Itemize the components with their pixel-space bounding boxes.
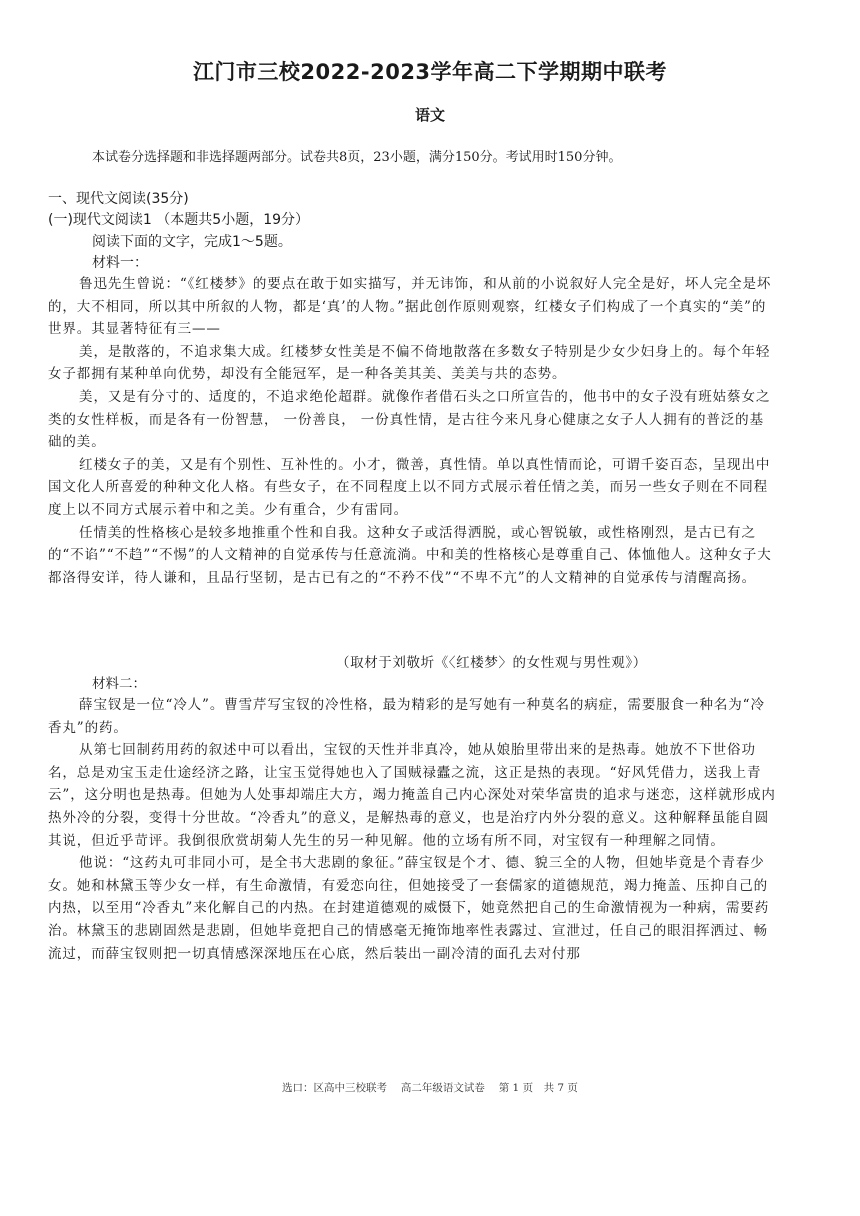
exam-title: 江门市三校2022-2023学年高二下学期期中联考 [192, 60, 668, 84]
paragraph: 红楼女子的美，又是有个别性、互补性的。小才，微善，真性情。单以真性情而论，可谓千姿百态，呈现出中国文化人所喜爱的种种文化人格。有些女子，在不同程度上以不同方式展示着任情之美，而另一些女子则在不同程度上以不同方式展示着中和之美。少有重合，少有雷同。 [48, 456, 771, 518]
section-heading: 一、现代文阅读(35分) [48, 191, 189, 207]
material-one-source: （取材于刘敬圻《〈红楼梦〉的女性观与男性观》） [336, 655, 647, 671]
paragraph: 美，又是有分寸的、适度的，不追求绝伦超群。就像作者借石头之口所宣告的，他书中的女子没有班姑蔡女之类的女性样板，而是各有一份智慧， 一份善良， 一份真性情，是古往今来凡身心健康之女子人人拥有的普泛的基础的美。 [48, 388, 771, 451]
material-two-label: 材料二： [92, 676, 146, 692]
material-two-text [48, 694, 778, 965]
subject-heading: 语文 [414, 106, 445, 124]
paragraph: 他说：“这药丸可非同小可，是全书大悲剧的象征。”薛宝钗是个才、德、貌三全的人物，但她毕竟是个青春少女。她和林黛玉等少女一样，有生命激情，有爱恋向往，但她接受了一套儒家的道德规范，竭力掩盖、压抑自己的内热，以至用“冷香丸”来化解自己的内热。在封建道德观的威慑下，她竟然把自己的生命激情视为一种病，需要药治。林黛玉的悲剧固然是悲剧，但她毕竟把自己的情感毫无掩饰地率性表露过、宣泄过，任自己的眼泪挥洒过、畅流过，而薛宝钗则把一切真情感深深地压在心底，然后装出一副冷清的面孔去对付那 [48, 855, 770, 962]
material-one-text [48, 273, 778, 589]
exam-instructions: 本试卷分选择题和非选择题两部分。试卷共8页，23小题，满分150分。考试用时150分钟。 [92, 150, 622, 165]
page-footer: 选口：区高中三校联考 高二年级语文试卷 第 1 页 共 7 页 [282, 1082, 578, 1094]
paragraph: 薛宝钗是一位“冷人”。曹雪芹写宝钗的冷性格，最为精彩的是写她有一种莫名的病症，需要服食一种名为“冷香丸”的药。 [48, 697, 765, 736]
subsection-heading: (一)现代文阅读1 （本题共5小题，19分） [48, 212, 310, 228]
paragraph: 任情美的性格核心是较多地推重个性和自我。这种女子或活得洒脱，或心智锐敏，或性格刚烈，是古已有之的“不谄”“不趋”“不惕”的人文精神的自觉承传与任意流淌。中和美的性格核心是尊重自己、体恤他人。这种女子大都洛得安详，待人谦和，且品行坚韧，是古已有之的“不矜不伐”“不卑不亢”的人文精神的自觉承传与清醒高扬。 [48, 524, 772, 586]
paragraph: 从第七回制药用药的叙述中可以看出，宝钗的天性并非真冷，她从娘胎里带出来的是热毒。她放不下世俗功名，总是劝宝玉走仕途经济之路，让宝玉觉得她也入了国贼禄蠹之流，这正是热的表现。“好风凭借力，送我上青云”，这分明也是热毒。但她为人处事却端庄大方，竭力掩盖自己内心深处对荣华富贵的追求与迷恋，这样就形成内热外冷的分裂，变得十分世故。“冷香丸”的意义，是解热毒的意义，也是治疗内外分裂的意义。这种解释虽能自圆其说，但近乎苛评。我倒很欣赏胡菊人先生的另一种见解。他的立场有所不同，对宝钗有一种理解之同情。 [48, 742, 776, 849]
reading-instruction: 阅读下面的文字，完成1～5题。 [92, 234, 292, 250]
paragraph: 美，是散落的，不追求集大成。红楼梦女性美是不偏不倚地散落在多数女子特别是少女少妇身上的。每个年轻女子都拥有某种单向优势，却没有全能冠军，是一种各美其美、美美与共的态势。 [48, 343, 771, 383]
material-one-label: 材料一： [92, 255, 148, 271]
paragraph: 鲁迅先生曾说：“《红楼梦》的要点在敢于如实描写，并无讳饰，和从前的小说叙好人完全是好，坏人完全是坏的，大不相同，所以其中所叙的人物，都是‘真’的人物。”据此创作原则观察，红楼女子们构成了一个真实的“美”的世界。其显著特征有三—— [48, 276, 772, 338]
